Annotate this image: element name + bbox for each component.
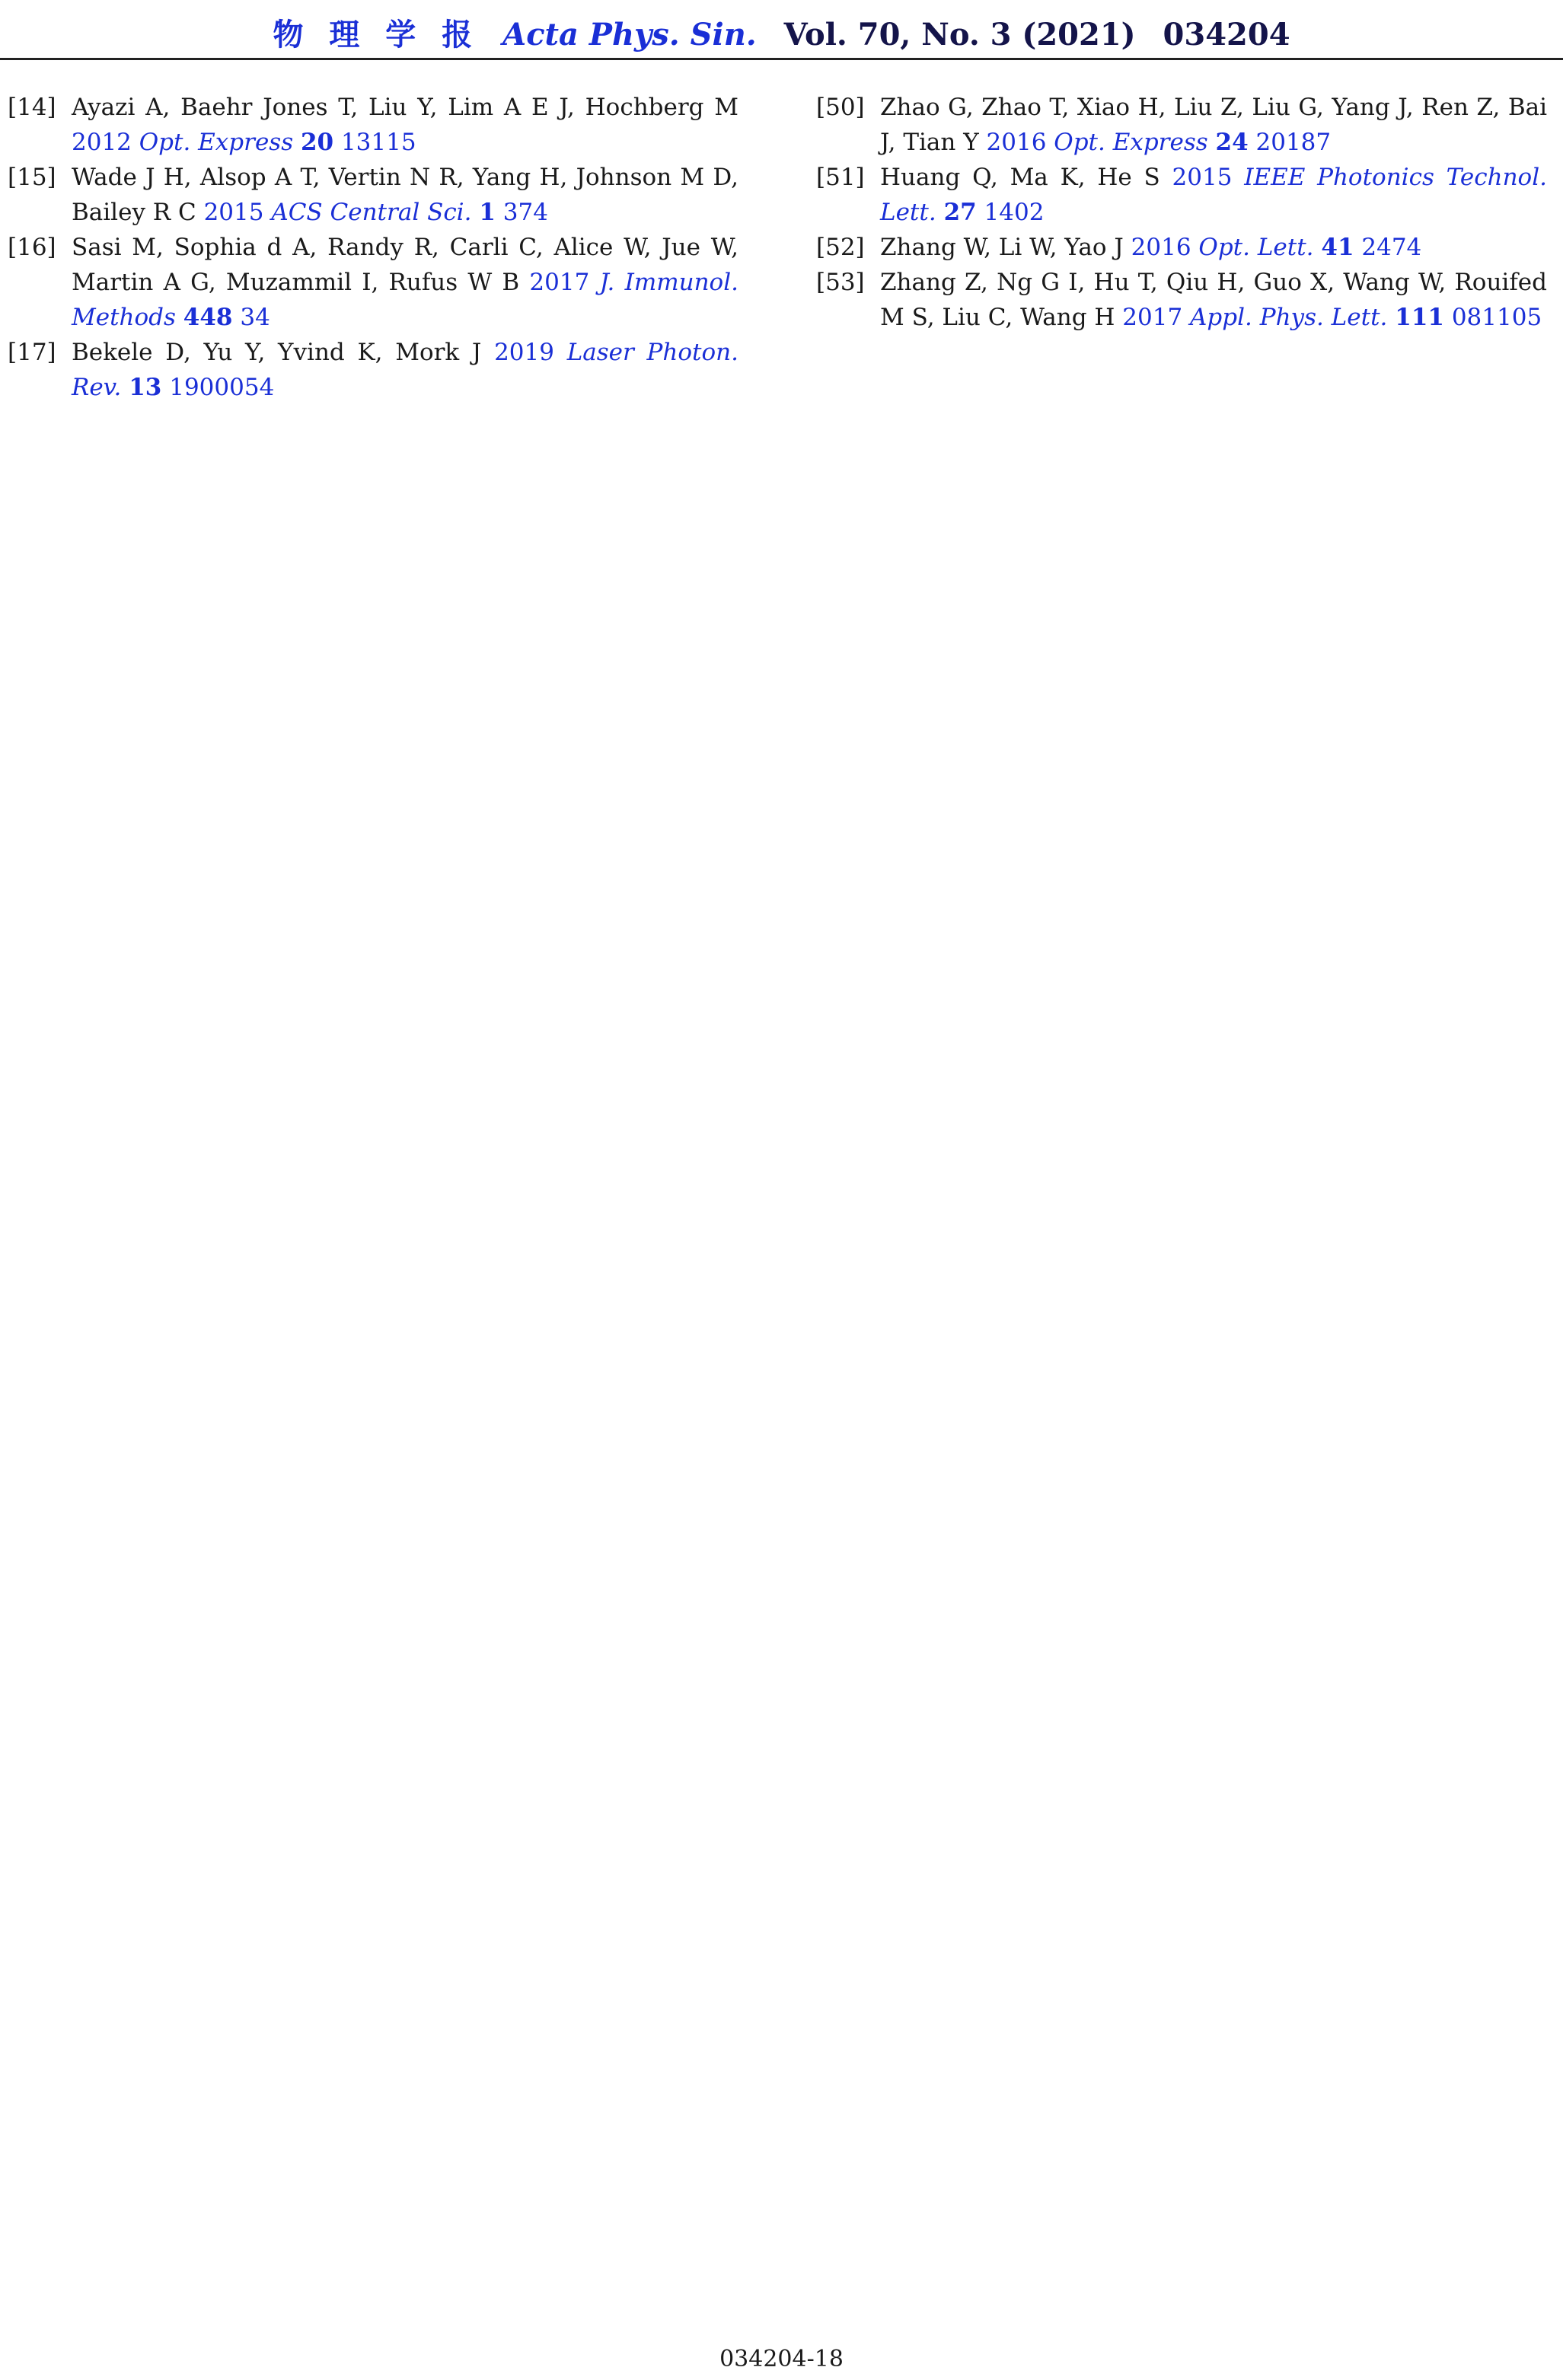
- reference-column-left: [8, 90, 738, 405]
- reference-text: [880, 94, 1547, 156]
- reference-column-right: [816, 90, 1547, 335]
- citation-link[interactable]: IEEE Photonics Technol. Lett.: [880, 164, 1547, 226]
- citation-link[interactable]: 20187: [1248, 129, 1332, 156]
- citation-link[interactable]: 2017: [1122, 304, 1191, 331]
- reference-number: [51]: [816, 164, 865, 191]
- citation-link[interactable]: ACS Central Sci.: [271, 199, 480, 226]
- reference-number: [16]: [8, 234, 56, 261]
- citation-link[interactable]: 2015: [203, 199, 272, 226]
- reference-item: [816, 265, 1547, 335]
- reference-text: [72, 339, 738, 401]
- citation-link[interactable]: 34: [232, 304, 270, 331]
- citation-link[interactable]: 13115: [333, 129, 416, 156]
- citation-link[interactable]: 2015: [1172, 164, 1245, 191]
- reference-authors: Sasi M, Sophia d A, Randy R, Carli C, Alice W, Jue W, Martin A G, Muzammil I, Rufus W B: [72, 234, 738, 296]
- citation-link[interactable]: 24: [1215, 129, 1249, 156]
- reference-number: [53]: [816, 269, 865, 296]
- article-number: 034204: [1163, 17, 1290, 53]
- reference-authors: Zhang Z, Ng G I, Hu T, Qiu H, Guo X, Wang W, Rouifed M S, Liu C, Wang H: [880, 269, 1547, 331]
- citation-link[interactable]: J. Immunol. Methods: [72, 269, 738, 331]
- citation-link[interactable]: 1900054: [161, 374, 275, 401]
- citation-link[interactable]: 1402: [976, 199, 1045, 226]
- citation-link[interactable]: 1: [479, 199, 496, 226]
- reference-number: [50]: [816, 94, 865, 121]
- page-number: 034204-18: [719, 2346, 844, 2372]
- citation-link[interactable]: 41: [1321, 234, 1354, 261]
- citation-link[interactable]: Opt. Express: [1054, 129, 1216, 156]
- citation-link[interactable]: 2016: [1131, 234, 1199, 261]
- reference-text: [72, 234, 738, 331]
- citation-link[interactable]: 2474: [1354, 234, 1422, 261]
- citation-link[interactable]: Appl. Phys. Lett.: [1190, 304, 1396, 331]
- citation-link[interactable]: Opt. Lett.: [1198, 234, 1322, 261]
- reference-item: [816, 160, 1547, 230]
- reference-text: [880, 269, 1547, 331]
- citation-link[interactable]: 081105: [1443, 304, 1542, 331]
- reference-item: [8, 90, 738, 160]
- citation-link[interactable]: 374: [495, 199, 548, 226]
- reference-item: [8, 230, 738, 335]
- reference-authors: Wade J H, Alsop A T, Vertin N R, Yang H, Johnson M D, Bailey R C: [72, 164, 738, 226]
- reference-item: [8, 335, 738, 405]
- reference-authors: Zhao G, Zhao T, Xiao H, Liu Z, Liu G, Yang J, Ren Z, Bai J, Tian Y: [880, 94, 1547, 156]
- page-header: [0, 11, 1563, 54]
- reference-text: [72, 94, 738, 156]
- citation-link[interactable]: Opt. Express: [139, 129, 301, 156]
- citation-link[interactable]: 2019: [494, 339, 567, 366]
- reference-text: [880, 234, 1421, 261]
- journal-chinese-title: 物 理 学 报: [273, 18, 480, 53]
- header-rule: [0, 58, 1563, 60]
- reference-text: [880, 164, 1547, 226]
- reference-text: [72, 164, 738, 226]
- reference-item: [816, 90, 1547, 160]
- citation-link[interactable]: 2017: [529, 269, 600, 296]
- citation-link[interactable]: 27: [943, 199, 977, 226]
- reference-item: [816, 230, 1547, 265]
- citation-link[interactable]: 2012: [72, 129, 139, 156]
- volume-info: Vol. 70, No. 3 (2021): [783, 17, 1136, 53]
- reference-item: [8, 160, 738, 230]
- reference-number: [15]: [8, 164, 56, 191]
- citation-link[interactable]: 20: [300, 129, 334, 156]
- citation-link[interactable]: 13: [129, 374, 162, 401]
- reference-number: [17]: [8, 339, 56, 366]
- reference-number: [14]: [8, 94, 56, 121]
- citation-link[interactable]: 2016: [986, 129, 1054, 156]
- citation-link[interactable]: 448: [183, 304, 233, 331]
- citation-link[interactable]: 111: [1395, 304, 1444, 331]
- reference-authors: Huang Q, Ma K, He S: [880, 164, 1172, 191]
- reference-authors: Ayazi A, Baehr Jones T, Liu Y, Lim A E J, Hochberg M: [72, 94, 738, 121]
- citation-link[interactable]: Laser Photon. Rev.: [72, 339, 738, 401]
- reference-authors: Bekele D, Yu Y, Yvind K, Mork J: [72, 339, 495, 366]
- journal-name: Acta Phys. Sin.: [502, 17, 757, 53]
- reference-number: [52]: [816, 234, 865, 261]
- reference-authors: Zhang W, Li W, Yao J: [880, 234, 1131, 261]
